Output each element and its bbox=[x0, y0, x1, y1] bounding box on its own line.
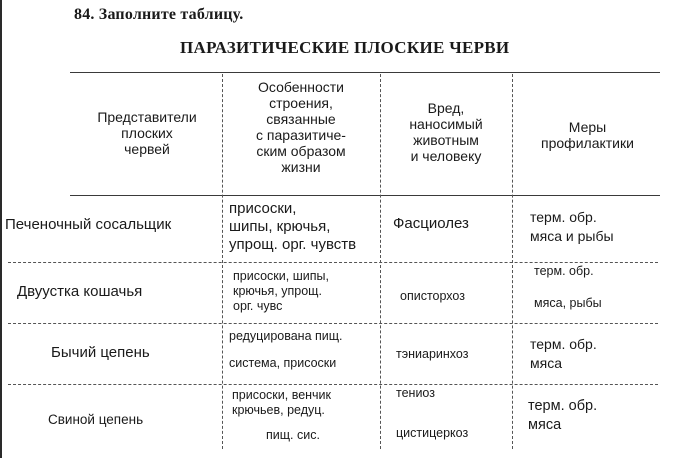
header-features: Особенности строения, связанные с паразитиче- ским образом жизни bbox=[256, 79, 346, 175]
row-1-features: присоски, шипы, крючья, упрощ. орг. чувств bbox=[229, 200, 357, 253]
row-divider-2 bbox=[8, 323, 658, 324]
row-2-features: присоски, шипы, крючья, упрощ. орг. чувс bbox=[233, 269, 329, 313]
task-heading: 84. Заполните таблицу. bbox=[74, 6, 244, 23]
row-3-harm: тэниаринхоз bbox=[396, 347, 469, 361]
row-3-features: редуцирована пищ. система, присоски bbox=[229, 329, 343, 370]
row-2-prevention: терм. обр. мяса, рыбы bbox=[534, 264, 602, 310]
column-divider-2 bbox=[380, 74, 381, 449]
row-1-name: Печеночный сосальщик bbox=[5, 216, 172, 233]
row-4-harm: тениоз цистицеркоз bbox=[396, 386, 469, 440]
header-representatives: Представители плоских червей bbox=[97, 109, 197, 157]
row-1-prevention: терм. обр. мяса и рыбы bbox=[530, 209, 614, 244]
row-3-name: Бычий цепень bbox=[51, 344, 150, 361]
column-divider-3 bbox=[512, 74, 513, 449]
row-divider-1 bbox=[8, 262, 658, 263]
page-left-border bbox=[0, 0, 2, 458]
row-4-name: Свиной цепень bbox=[48, 412, 144, 427]
row-2-name: Двуустка кошачья bbox=[17, 283, 143, 300]
row-divider-3 bbox=[8, 384, 658, 385]
row-1-harm: Фасциолез bbox=[393, 215, 469, 232]
table-title: ПАРАЗИТИЧЕСКИЕ ПЛОСКИЕ ЧЕРВИ bbox=[180, 38, 510, 57]
header-prevention: Меры профилактики bbox=[541, 119, 634, 151]
row-4-prevention: терм. обр. мяса bbox=[528, 398, 598, 433]
column-divider-1 bbox=[222, 74, 223, 449]
row-2-harm: описторхоз bbox=[400, 289, 465, 303]
header-harm: Вред, наносимый животным и человеку bbox=[409, 100, 483, 164]
row-4-features: присоски, венчик крючьев, редуц. пищ. сис. bbox=[232, 388, 332, 442]
table-top-border bbox=[70, 72, 660, 73]
header-bottom-border bbox=[70, 195, 660, 196]
row-3-prevention: терм. обр. мяса bbox=[530, 336, 597, 371]
